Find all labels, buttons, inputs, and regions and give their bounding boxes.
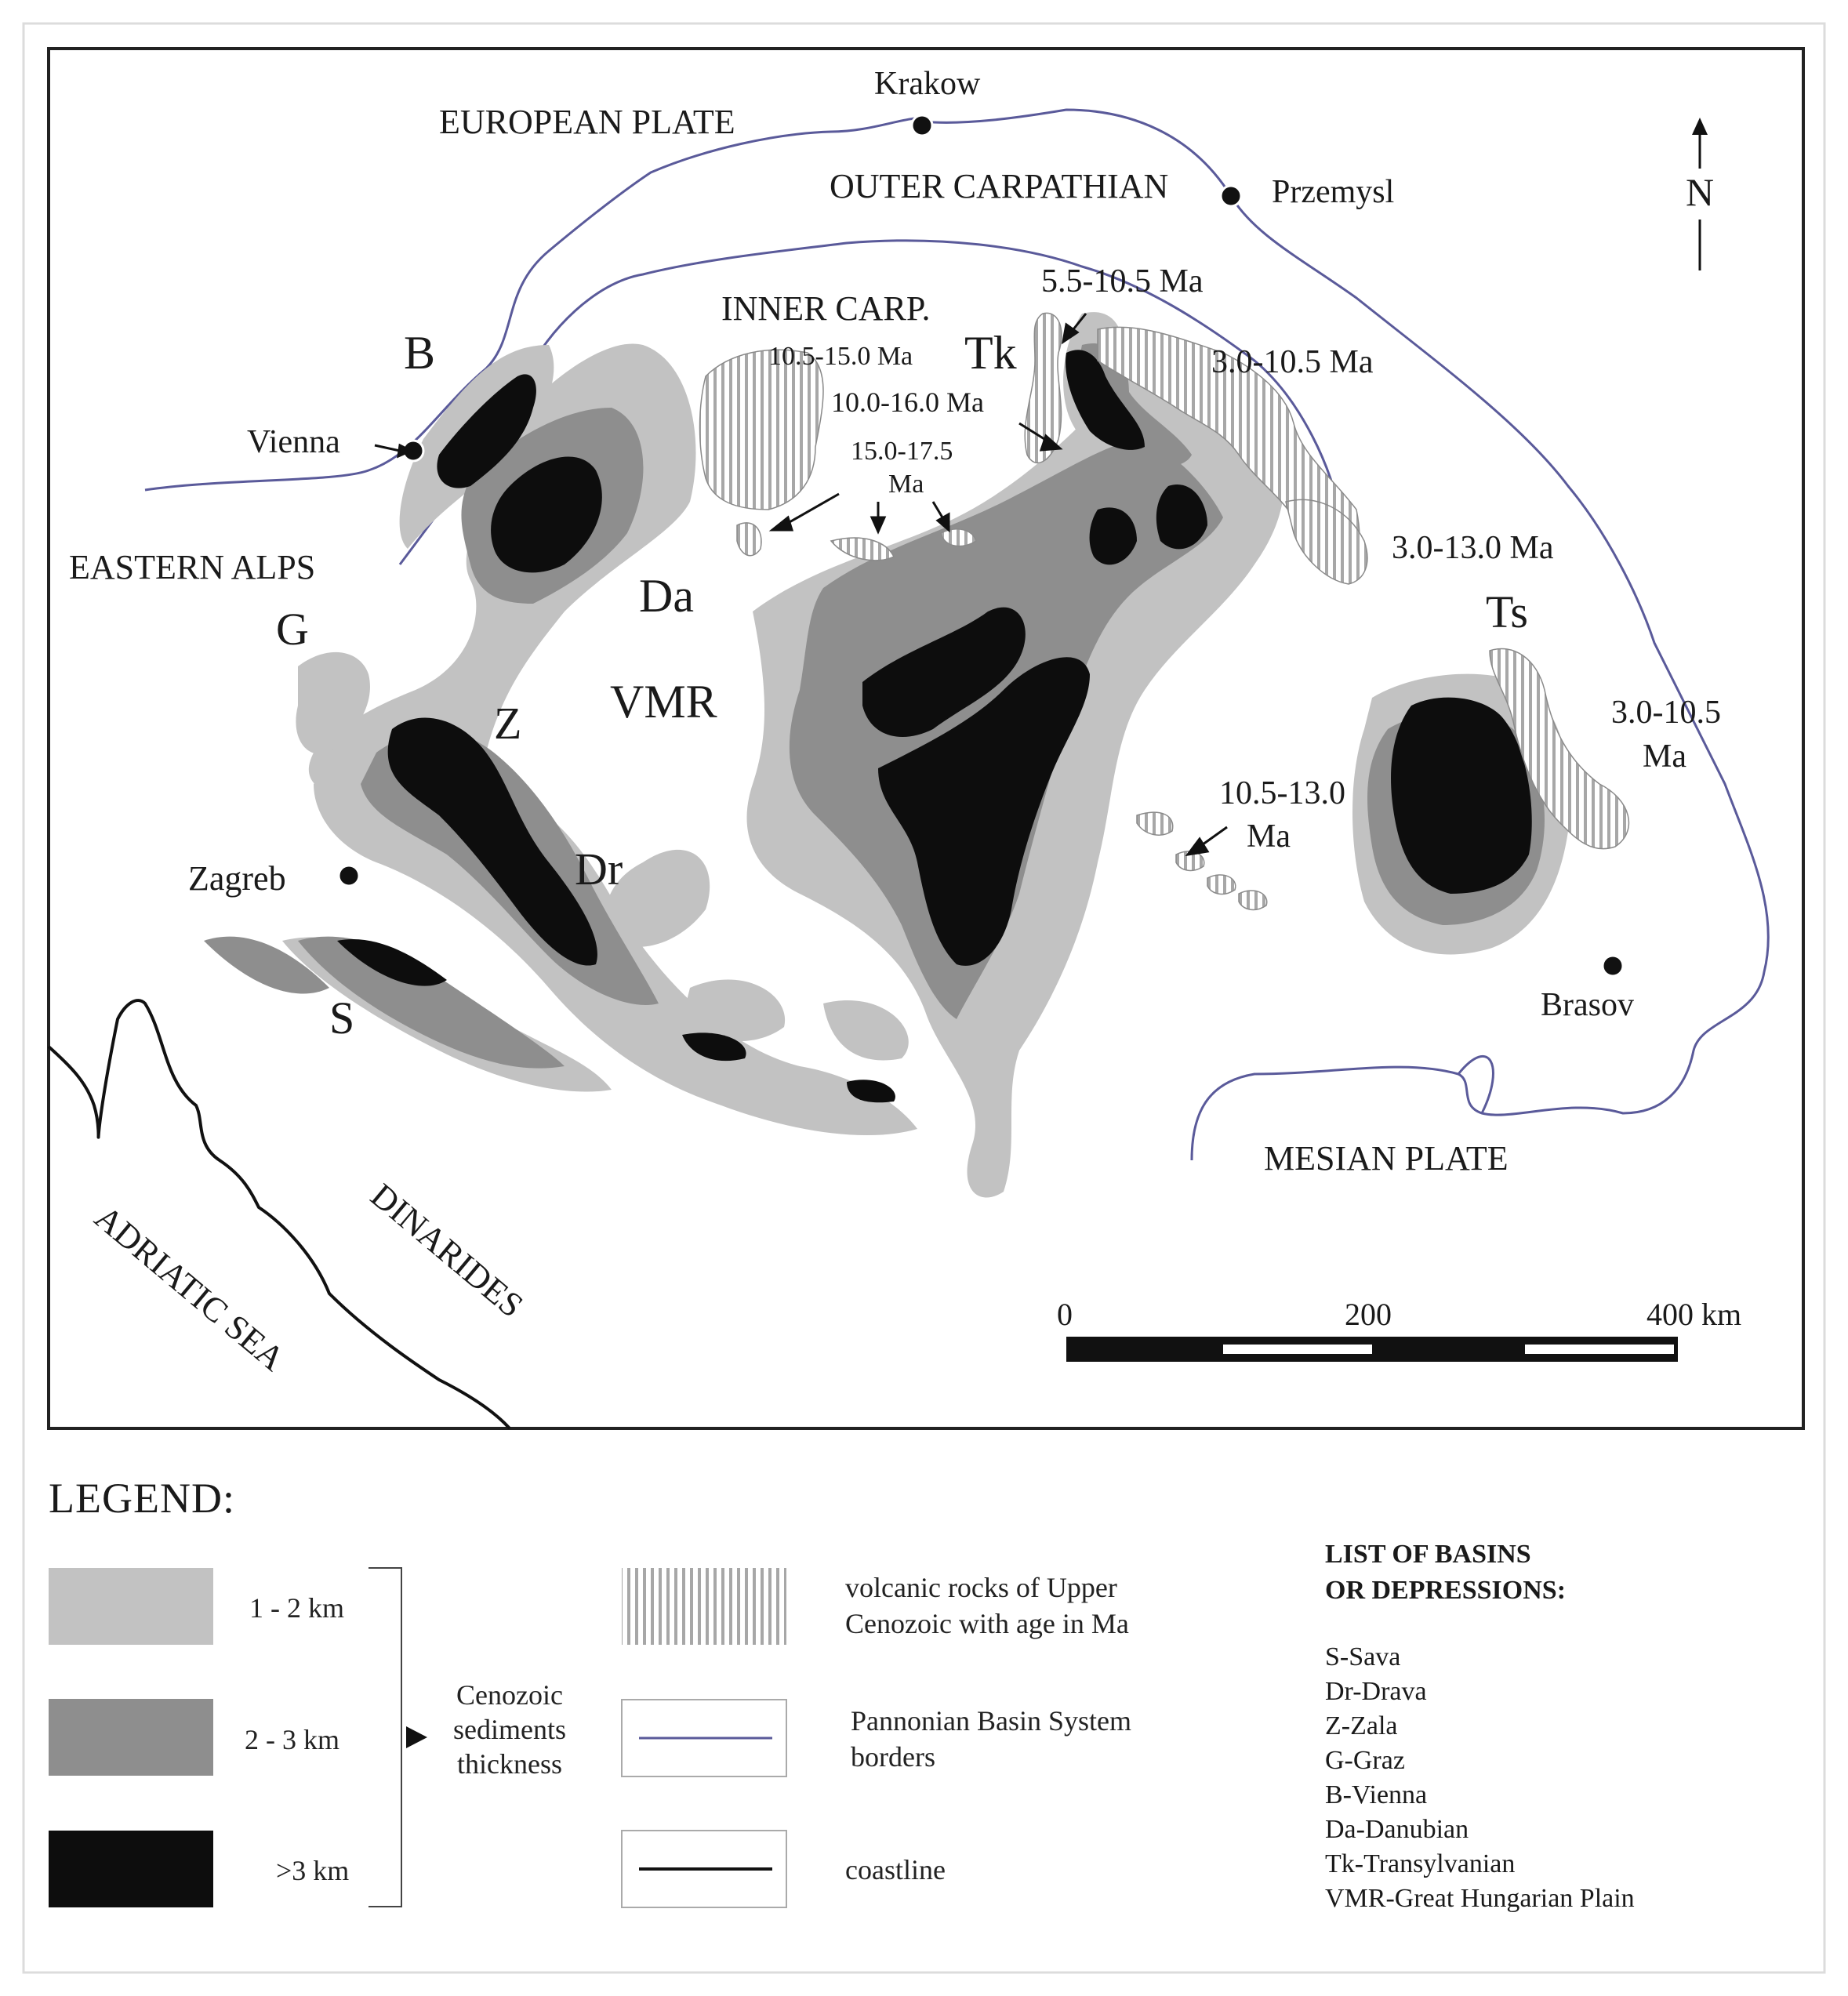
dr-label: Dr [575, 844, 623, 895]
legend-volcanic-line2: Cenozoic with age in Ma [845, 1608, 1129, 1639]
age-label-10.5-13.0: 10.5-13.0 [1219, 775, 1345, 811]
basin-list-heading [1325, 1537, 1566, 1609]
basin-list-heading-line2: OR DEPRESSIONS: [1325, 1576, 1567, 1605]
legend-thickness-group-line2: sediments [453, 1714, 566, 1745]
legend-swatch-over-3km [49, 1831, 213, 1907]
z-label: Z [494, 698, 522, 749]
legend-thickness-group-line1: Cenozoic [456, 1679, 563, 1711]
basin-item: Tk-Transylvanian [1325, 1849, 1516, 1878]
eastern-alps-label: EASTERN ALPS [69, 548, 316, 586]
inner-carp-label: INNER CARP. [721, 289, 931, 328]
zagreb-label: Zagreb [188, 859, 286, 898]
basin-item: B-Vienna [1325, 1780, 1428, 1809]
krakow-marker [912, 115, 932, 136]
basin-item: VMR-Great Hungarian Plain [1325, 1884, 1635, 1913]
ts-label: Ts [1486, 586, 1528, 637]
scale-label-200: 200 [1345, 1297, 1392, 1332]
vmr-label: VMR [610, 676, 717, 728]
b-label: B [404, 327, 436, 379]
brasov-marker [1603, 956, 1623, 976]
legend-border-line2: borders [851, 1741, 935, 1773]
legend-title: LEGEND: [49, 1475, 235, 1522]
brasov-label: Brasov [1541, 987, 1634, 1023]
legend-swatch-1-2km [49, 1568, 213, 1645]
age-label-3.0-10.5: 3.0-10.5 Ma [1211, 344, 1374, 380]
basin-item: Da-Danubian [1325, 1815, 1469, 1844]
legend-bracket-arrow [406, 1726, 427, 1748]
scale-label-400: 400 km [1646, 1297, 1742, 1332]
tk-label: Tk [964, 327, 1017, 379]
basin-item: Z-Zala [1325, 1711, 1398, 1740]
legend-border-text [851, 1703, 1131, 1775]
age-label-3.0-10.5-east-unit: Ma [1643, 739, 1686, 775]
basin-item: S-Sava [1325, 1642, 1401, 1671]
age-label-10.5-13.0-unit: Ma [1247, 818, 1291, 855]
age-label-10.0-16.0: 10.0-16.0 Ma [831, 386, 984, 418]
legend-label-over-3km: >3 km [276, 1855, 350, 1886]
age-label-15.0-17.5: 15.0-17.5 [851, 437, 953, 466]
dinarides-label: DINARIDES [363, 1176, 531, 1326]
vienna-label: Vienna [247, 424, 340, 460]
legend-volcanic-line1: volcanic rocks of Upper [845, 1572, 1117, 1603]
mesian-plate-label: MESIAN PLATE [1264, 1139, 1509, 1178]
age-label-15.0-17.5-unit: Ma [888, 470, 924, 499]
legend-swatch-volcanic [622, 1568, 786, 1645]
north-label: N [1686, 170, 1715, 214]
basin-list-heading-line1: LIST OF BASINS [1325, 1540, 1531, 1569]
g-label: G [276, 604, 309, 655]
przemysl-marker [1221, 186, 1241, 206]
basin-list [1325, 1640, 1635, 1916]
outer-carpathian-label: OUTER CARPATHIAN [830, 167, 1169, 205]
age-label-3.0-13.0: 3.0-13.0 Ma [1392, 530, 1554, 566]
krakow-label: Krakow [874, 66, 981, 102]
basin-item: G-Graz [1325, 1746, 1405, 1775]
age-label-5.5-10.5: 5.5-10.5 Ma [1041, 263, 1204, 299]
da-label: Da [639, 570, 694, 622]
legend-bracket [369, 1568, 401, 1907]
age-label-10.5-15.0: 10.5-15.0 Ma [768, 342, 913, 371]
legend-swatches [49, 1568, 786, 1907]
legend-volcanic-text [845, 1570, 1129, 1642]
legend-border-line1: Pannonian Basin System [851, 1705, 1131, 1737]
legend-swatch-2-3km [49, 1699, 213, 1776]
scale-label-0: 0 [1057, 1297, 1073, 1332]
basin-item: Dr-Drava [1325, 1677, 1427, 1706]
european-plate-label: EUROPEAN PLATE [439, 103, 735, 141]
zagreb-marker [339, 866, 359, 886]
legend-coastline-text: coastline [845, 1854, 946, 1885]
legend-thickness-group-line3: thickness [457, 1748, 562, 1780]
legend-label-2-3km: 2 - 3 km [245, 1724, 339, 1755]
adriatic-sea-label: ADRIATIC SEA [87, 1198, 292, 1379]
przemysl-label: Przemysl [1272, 174, 1395, 210]
legend-label-1-2km: 1 - 2 km [249, 1592, 344, 1624]
age-label-3.0-10.5-east: 3.0-10.5 [1611, 695, 1721, 731]
s-label: S [329, 993, 355, 1043]
legend-thickness-group [447, 1678, 572, 1781]
